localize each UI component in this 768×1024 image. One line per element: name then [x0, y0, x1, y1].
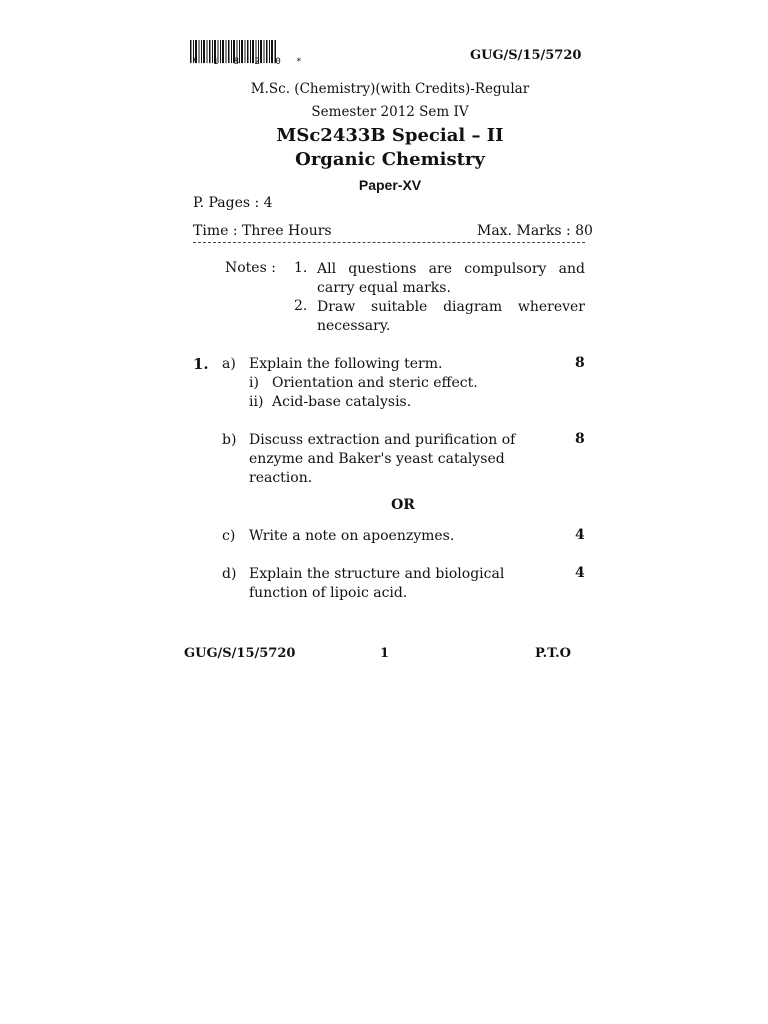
subpart-label: i): [249, 375, 259, 391]
paper-code: GUG/S/15/5720: [470, 48, 582, 63]
question-number: 1.: [193, 355, 209, 373]
note-number: 1.: [294, 260, 308, 276]
semester-line: Semester 2012 Sem IV: [311, 104, 469, 120]
question-text: Write a note on apoenzymes.: [249, 528, 455, 544]
question-text: Explain the following term.: [249, 356, 443, 372]
note-text: All questions are compulsory and carry equal marks.: [317, 261, 585, 296]
page-count: P. Pages : 4: [193, 195, 273, 211]
note-number: 2.: [294, 298, 308, 314]
part-label: a): [222, 356, 236, 372]
question-marks: 4: [575, 527, 585, 543]
part-label: d): [222, 566, 237, 582]
question-marks: 8: [575, 431, 585, 447]
question-text: Discuss extraction and purification of enzyme and Baker's yeast catalysed reaction.: [249, 432, 516, 486]
time-allowed: Time : Three Hours: [193, 223, 332, 239]
subpart-label: ii): [249, 394, 264, 410]
subpart-text: Acid-base catalysis.: [272, 394, 412, 410]
subject-code: MSc2433B Special – II: [276, 125, 504, 146]
footer-paper-code: GUG/S/15/5720: [184, 646, 296, 661]
barcode-number: * 1 8 2 0 *: [192, 57, 307, 67]
or-separator: OR: [391, 497, 415, 513]
part-label: c): [222, 528, 236, 544]
paper-number: Paper-XV: [358, 177, 422, 193]
question-marks: 8: [575, 355, 585, 371]
max-marks: Max. Marks : 80: [477, 223, 593, 239]
question-text: Explain the structure and biological function of lipoic acid.: [249, 566, 505, 601]
note-text: Draw suitable diagram wherever necessary.: [317, 299, 585, 334]
subpart-text: Orientation and steric effect.: [272, 375, 478, 391]
please-turn-over: P.T.O: [535, 646, 571, 661]
subject-title: Organic Chemistry: [295, 149, 485, 170]
part-label: b): [222, 432, 237, 448]
page-number: 1: [380, 646, 390, 661]
separator-line: [193, 242, 585, 243]
course-title: M.Sc. (Chemistry)(with Credits)-Regular: [250, 81, 530, 97]
question-marks: 4: [575, 565, 585, 581]
notes-label: Notes :: [225, 260, 276, 276]
